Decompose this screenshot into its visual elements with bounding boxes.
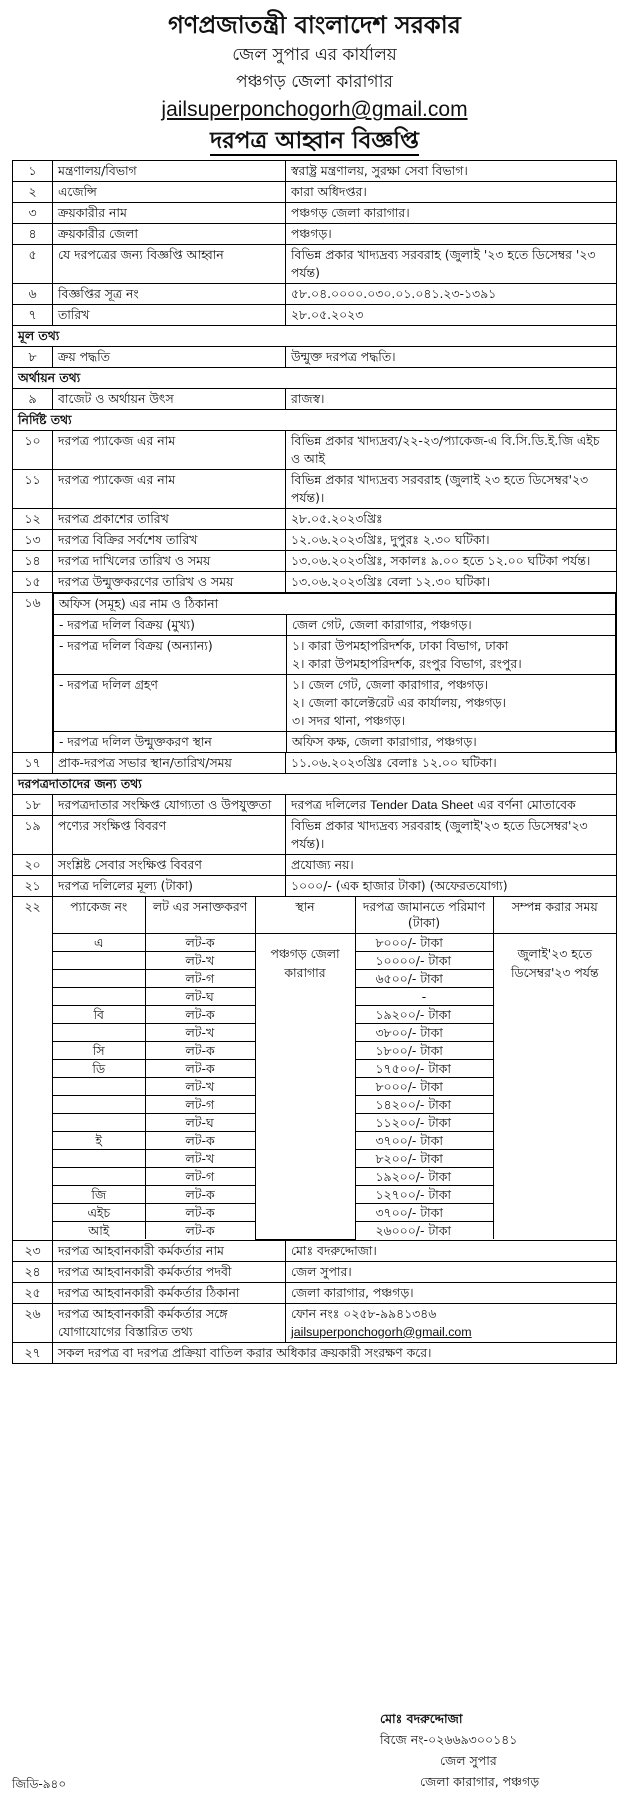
contact-phone: ফোন নংঃ ০২৫৮-৯৯৪১৩৪৬ bbox=[291, 1305, 437, 1321]
row-number: ৮ bbox=[13, 347, 53, 368]
security-amount: ১২৭০০/- টাকা bbox=[355, 1186, 493, 1204]
security-amount: ১৯২০০/- টাকা bbox=[355, 1006, 493, 1024]
row-number: ২৭ bbox=[13, 1342, 53, 1363]
row-number: ৭ bbox=[13, 305, 53, 326]
row-number: ২১ bbox=[13, 876, 53, 897]
row-value: ১৩.০৬.২০২৩খ্রিঃ বেলা ১২.৩০ ঘটিকা। bbox=[286, 572, 617, 593]
row-value: ১১.০৬.২০২৩খ্রিঃ বেলাঃ ১২.০০ ঘটিকা। bbox=[286, 753, 617, 774]
package-number: ই bbox=[53, 1132, 145, 1150]
row-number: ১৫ bbox=[13, 572, 53, 593]
table-row bbox=[54, 594, 616, 615]
office-receive-1: ১। জেল গেট, জেলা কারাগার, পঞ্চগড়। bbox=[292, 677, 489, 692]
security-amount: ১১২০০/- টাকা bbox=[355, 1114, 493, 1132]
package-number: এইচ bbox=[53, 1204, 145, 1222]
row-label: দরপত্র আহবানকারী কর্মকর্তার পদবী bbox=[53, 1261, 286, 1282]
security-amount: ৮০০০/- টাকা bbox=[355, 1078, 493, 1096]
row-number: ৫ bbox=[13, 245, 53, 284]
office-sale-other-label: - দরপত্র দলিল বিক্রয় (অন্যান্য) bbox=[54, 636, 287, 675]
row-label: সংশ্লিষ্ট সেবার সংক্ষিপ্ত বিবরণ bbox=[53, 855, 286, 876]
row-label: দরপত্র আহবানকারী কর্মকর্তার সঙ্গে যোগাযোগের বিস্তারিত তথ্য bbox=[53, 1303, 286, 1342]
security-amount: ৮২০০/- টাকা bbox=[355, 1150, 493, 1168]
package-place: পঞ্চগড় জেলা কারাগার bbox=[255, 934, 355, 1240]
lot-id: লট-ঘ bbox=[145, 1114, 255, 1132]
office-sale-other-value bbox=[287, 636, 616, 675]
table-row bbox=[13, 284, 617, 305]
row-label: দরপত্র উন্মুক্তকরণের তারিখ ও সময় bbox=[53, 572, 286, 593]
lot-id: লট-ক bbox=[145, 934, 255, 952]
office-receive-2: ২। জেলা কালেক্টরেট এর কার্যালয়, পঞ্চগড়। bbox=[292, 695, 506, 710]
time-header: সম্পন্ন করার সময় bbox=[493, 897, 616, 934]
signatory-place: জেলা কারাগার, পঞ্চগড় bbox=[420, 1774, 540, 1789]
lot-id: লট-গ bbox=[145, 1096, 255, 1114]
office-receive-label: - দরপত্র দলিল গ্রহণ bbox=[54, 675, 287, 732]
table-row bbox=[13, 431, 617, 470]
row-label: ক্রয়কারীর জেলা bbox=[53, 224, 286, 245]
section-row bbox=[13, 774, 617, 795]
header-email-link[interactable]: jailsuperponchogorh@gmail.com bbox=[161, 98, 468, 121]
lot-id: লট-ক bbox=[145, 1060, 255, 1078]
signatory-title: জেল সুপার bbox=[440, 1753, 497, 1768]
lot-id: লট-খ bbox=[145, 1150, 255, 1168]
package-number bbox=[53, 1114, 145, 1132]
row-value: উন্মুক্ত দরপত্র পদ্ধতি। bbox=[286, 347, 617, 368]
section-heading-funding: অর্থায়ন তথ্য bbox=[13, 368, 617, 389]
row-value bbox=[286, 795, 617, 816]
row-label: দরপত্র বিক্রির সর্বশেষ তারিখ bbox=[53, 530, 286, 551]
table-row bbox=[54, 636, 616, 675]
row-number: ১৩ bbox=[13, 530, 53, 551]
package-number bbox=[53, 1078, 145, 1096]
row-number: ৬ bbox=[13, 284, 53, 305]
row-number: ২৫ bbox=[13, 1282, 53, 1303]
package-number: আই bbox=[53, 1222, 145, 1240]
lot-id: লট-ক bbox=[145, 1222, 255, 1240]
row-value: ১২.০৬.২০২৩খ্রিঃ, দুপুরঃ ২.৩০ ঘটিকা। bbox=[286, 530, 617, 551]
table-row bbox=[54, 732, 616, 753]
package-number bbox=[53, 1024, 145, 1042]
table-row bbox=[13, 816, 617, 855]
row-label: দরপত্র দাখিলের তারিখ ও সময় bbox=[53, 551, 286, 572]
table-row bbox=[13, 530, 617, 551]
row-number: ১৭ bbox=[13, 753, 53, 774]
security-amount: ১৭৫০০/- টাকা bbox=[355, 1060, 493, 1078]
row-label: দরপত্র প্যাকেজ এর নাম bbox=[53, 470, 286, 509]
row-value: বিভিন্ন প্রকার খাদ্যদ্রব্য সরবরাহ (জুলাই '২৩ হতে ডিসেম্বর '২৩ পর্যন্ত) bbox=[286, 245, 617, 284]
table-row bbox=[13, 551, 617, 572]
table-row bbox=[13, 795, 617, 816]
row-value: ১৩.০৬.২০২৩খ্রিঃ, সকালঃ ৯.০০ হতে ১২.০০ ঘটিকা পর্যন্ত। bbox=[286, 551, 617, 572]
section-heading-bidder: দরপত্রদাতাদের জন্য তথ্য bbox=[13, 774, 617, 795]
row-number: ৩ bbox=[13, 203, 53, 224]
package-number: জি bbox=[53, 1186, 145, 1204]
row-label: ক্রয়কারীর নাম bbox=[53, 203, 286, 224]
place-header: স্থান bbox=[255, 897, 355, 934]
table-row bbox=[13, 876, 617, 897]
table-row bbox=[13, 753, 617, 774]
row-value: বিভিন্ন প্রকার খাদ্যদ্রব্য সরবরাহ (জুলাই'২৩ হতে ডিসেম্বর'২৩ পর্যন্ত)। bbox=[286, 816, 617, 855]
row-number: ২৬ bbox=[13, 1303, 53, 1342]
tender-info-table bbox=[12, 160, 617, 1364]
package-row bbox=[53, 934, 616, 952]
package-number: এ bbox=[53, 934, 145, 952]
row-value-part: দরপত্র দলিলের bbox=[291, 797, 371, 812]
row-value: ১০০০/- (এক হাজার টাকা) (অফেরতযোগ্য) bbox=[286, 876, 617, 897]
package-number bbox=[53, 1150, 145, 1168]
office-receive-value bbox=[287, 675, 616, 732]
row-label: তারিখ bbox=[53, 305, 286, 326]
table-row bbox=[54, 615, 616, 636]
row-value: পঞ্চগড় জেলা কারাগার। bbox=[286, 203, 617, 224]
office-opening-value: অফিস কক্ষ, জেলা কারাগার, পঞ্চগড়। bbox=[287, 732, 616, 753]
office-name: জেল সুপার এর কার্যালয় bbox=[232, 45, 397, 65]
table-row bbox=[13, 1240, 617, 1261]
security-amount: ১৮০০/- টাকা bbox=[355, 1042, 493, 1060]
row-number: ২৩ bbox=[13, 1240, 53, 1261]
table-row bbox=[13, 245, 617, 284]
package-number: সি bbox=[53, 1042, 145, 1060]
row-value: পঞ্চগড়। bbox=[286, 224, 617, 245]
table-row bbox=[13, 1303, 617, 1342]
row-label: পণ্যের সংক্ষিপ্ত বিবরণ bbox=[53, 816, 286, 855]
row-number: ১ bbox=[13, 161, 53, 182]
package-number bbox=[53, 988, 145, 1006]
table-row bbox=[13, 855, 617, 876]
row-label: ক্রয় পদ্ধতি bbox=[53, 347, 286, 368]
security-amount: ৮০০০/- টাকা bbox=[355, 934, 493, 952]
offices-subtable bbox=[53, 593, 616, 752]
lot-id: লট-খ bbox=[145, 1078, 255, 1096]
pkg-header: প্যাকেজ নং bbox=[53, 897, 145, 934]
lot-id: লট-ক bbox=[145, 1204, 255, 1222]
offices-cell bbox=[53, 593, 617, 753]
security-amount: ৩৮০০/- টাকা bbox=[355, 1024, 493, 1042]
row-number: ১৯ bbox=[13, 816, 53, 855]
row-value: বিভিন্ন প্রকার খাদ্যদ্রব্য সরবরাহ (জুলাই ২৩ হতে ডিসেম্বর'২৩ পর্যন্ত)। bbox=[286, 470, 617, 509]
row-label: মন্ত্রণালয়/বিভাগ bbox=[53, 161, 286, 182]
security-amount: ৩৭০০/- টাকা bbox=[355, 1132, 493, 1150]
row-value bbox=[286, 1303, 617, 1342]
table-row bbox=[13, 593, 617, 753]
package-number bbox=[53, 952, 145, 970]
row-number: ১৪ bbox=[13, 551, 53, 572]
table-row bbox=[13, 203, 617, 224]
row-label: এজেন্সি bbox=[53, 182, 286, 203]
lot-id: লট-ঘ bbox=[145, 988, 255, 1006]
amount-header: দরপত্র জামানতে পরিমাণ (টাকা) bbox=[355, 897, 493, 934]
row-number: ১৮ bbox=[13, 795, 53, 816]
package-number bbox=[53, 1168, 145, 1186]
notice-title: দরপত্র আহ্বান বিজ্ঞপ্তি bbox=[210, 128, 419, 154]
table-row bbox=[13, 389, 617, 410]
row-label: দরপত্র প্যাকেজ এর নাম bbox=[53, 431, 286, 470]
row-label: বিজ্ঞপ্তির সূত্র নং bbox=[53, 284, 286, 305]
section-row bbox=[13, 326, 617, 347]
row-value: প্রযোজ্য নয়। bbox=[286, 855, 617, 876]
table-row bbox=[13, 347, 617, 368]
package-cell bbox=[53, 897, 617, 1241]
table-row bbox=[13, 161, 617, 182]
row-number: ১১ bbox=[13, 470, 53, 509]
row-value: জেল সুপার। bbox=[286, 1261, 617, 1282]
security-amount: ১৪২০০/- টাকা bbox=[355, 1096, 493, 1114]
offices-heading: অফিস (সমূহ) এর নাম ও ঠিকানা bbox=[54, 594, 616, 615]
row-number: ১২ bbox=[13, 509, 53, 530]
office-sale-main-label: - দরপত্র দলিল বিক্রয় (মুখ্য) bbox=[54, 615, 287, 636]
contact-email-link[interactable]: jailsuperponchogorh@gmail.com bbox=[291, 1324, 472, 1339]
row-label: দরপত্র আহবানকারী কর্মকর্তার নাম bbox=[53, 1240, 286, 1261]
row-number: ৯ bbox=[13, 389, 53, 410]
row-value: ৫৮.০৪.০০০০.০৩০.০১.০৪১.২৩-১৩৯১ bbox=[286, 284, 617, 305]
table-row bbox=[13, 182, 617, 203]
security-amount: ১৯২০০/- টাকা bbox=[355, 1168, 493, 1186]
security-amount: ১০০০০/- টাকা bbox=[355, 952, 493, 970]
row-label: দরপত্রদাতার সংক্ষিপ্ত যোগ্যতা ও উপযুক্ততা bbox=[53, 795, 286, 816]
row-value: রাজস্ব। bbox=[286, 389, 617, 410]
completion-time: জুলাই'২৩ হতে ডিসেম্বর'২৩ পর্যন্ত bbox=[493, 934, 616, 1240]
row-number: ২২ bbox=[13, 897, 53, 1241]
row-number: ৪ bbox=[13, 224, 53, 245]
package-table bbox=[53, 897, 616, 1240]
security-amount: ৬৫০০/- টাকা bbox=[355, 970, 493, 988]
row-number: ১০ bbox=[13, 431, 53, 470]
lot-id: লট-ক bbox=[145, 1006, 255, 1024]
table-row bbox=[54, 675, 616, 732]
table-row bbox=[13, 305, 617, 326]
signatory-name: মোঃ বদরুদ্দোজা bbox=[380, 1711, 463, 1726]
lot-id: লট-খ bbox=[145, 952, 255, 970]
row-value: সকল দরপত্র বা দরপত্র প্রক্রিয়া বাতিল করার অধিকার ক্রয়কারী সংরক্ষণ করে। bbox=[53, 1342, 617, 1363]
row-label: দরপত্র আহবানকারী কর্মকর্তার ঠিকানা bbox=[53, 1282, 286, 1303]
jail-name: পঞ্চগড় জেলা কারাগার bbox=[236, 72, 393, 92]
lot-id: লট-ক bbox=[145, 1186, 255, 1204]
office-sale-other-2: ২। কারা উপমহাপরিদর্শক, রংপুর বিভাগ, রংপুর। bbox=[292, 656, 522, 671]
office-sale-main-value: জেল গেট, জেলা কারাগার, পঞ্চগড়। bbox=[287, 615, 616, 636]
row-label: দরপত্র প্রকাশের তারিখ bbox=[53, 509, 286, 530]
row-value: স্বরাষ্ট্র মন্ত্রণালয়, সুরক্ষা সেবা বিভাগ। bbox=[286, 161, 617, 182]
package-number: ডি bbox=[53, 1060, 145, 1078]
row-number: ২৪ bbox=[13, 1261, 53, 1282]
lot-id: লট-ক bbox=[145, 1132, 255, 1150]
notice-header bbox=[12, 8, 617, 156]
lot-id: লট-গ bbox=[145, 970, 255, 988]
security-amount: - bbox=[355, 988, 493, 1006]
gd-code: জিডি-৯৪০ bbox=[12, 1777, 67, 1791]
office-opening-label: - দরপত্র দলিল উন্মুক্তকরণ স্থান bbox=[54, 732, 287, 753]
table-row bbox=[13, 1282, 617, 1303]
signature-block bbox=[380, 1708, 620, 1792]
row-value: কারা অধিদপ্তর। bbox=[286, 182, 617, 203]
row-number: ২০ bbox=[13, 855, 53, 876]
office-sale-other-1: ১। কারা উপমহাপরিদর্শক, ঢাকা বিভাগ, ঢাকা bbox=[292, 638, 509, 653]
lot-id: লট-খ bbox=[145, 1024, 255, 1042]
row-number: ১৬ bbox=[13, 593, 53, 753]
row-value: ২৮.০৫.২০২৩ bbox=[286, 305, 617, 326]
section-row bbox=[13, 410, 617, 431]
office-receive-3: ৩। সদর থানা, পঞ্চগড়। bbox=[292, 713, 405, 728]
package-header-row bbox=[53, 897, 616, 934]
table-row bbox=[13, 1342, 617, 1363]
section-heading-specific: নির্দিষ্ট তথ্য bbox=[13, 410, 617, 431]
package-number bbox=[53, 970, 145, 988]
row-number: ২ bbox=[13, 182, 53, 203]
signatory-bp: বিজে নং-০২৬৬৯৩০০১৪১ bbox=[380, 1732, 518, 1747]
lot-header: লট এর সনাক্তকরণ bbox=[145, 897, 255, 934]
table-row bbox=[13, 572, 617, 593]
row-label: যে দরপত্রের জন্য বিজ্ঞপ্তি আহ্বান bbox=[53, 245, 286, 284]
row-label: প্রাক-দরপত্র সভার স্থান/তারিখ/সময় bbox=[53, 753, 286, 774]
table-row bbox=[13, 1261, 617, 1282]
security-amount: ৩৭০০/- টাকা bbox=[355, 1204, 493, 1222]
security-amount: ২৬০০০/- টাকা bbox=[355, 1222, 493, 1240]
package-number: বি bbox=[53, 1006, 145, 1024]
table-row bbox=[13, 509, 617, 530]
section-row bbox=[13, 368, 617, 389]
row-value: ২৮.০৫.২০২৩খ্রিঃ bbox=[286, 509, 617, 530]
row-value: বিভিন্ন প্রকার খাদ্যদ্রব্য/২২-২৩/প্যাকেজ-এ বি.সি.ডি.ই.জি এইচ ও আই bbox=[286, 431, 617, 470]
lot-id: লট-ক bbox=[145, 1042, 255, 1060]
tender-data-sheet-text: Tender Data Sheet bbox=[370, 798, 474, 812]
govt-title: গণপ্রজাতন্ত্রী বাংলাদেশ সরকার bbox=[168, 11, 461, 39]
lot-id: লট-গ bbox=[145, 1168, 255, 1186]
table-row bbox=[13, 897, 617, 1241]
section-heading-basic: মূল তথ্য bbox=[13, 326, 617, 347]
table-row bbox=[13, 224, 617, 245]
row-label: দরপত্র দলিলের মূল্য (টাকা) bbox=[53, 876, 286, 897]
package-number bbox=[53, 1096, 145, 1114]
table-row bbox=[13, 470, 617, 509]
row-label: বাজেট ও অর্থায়ন উৎস bbox=[53, 389, 286, 410]
row-value-part: এর বর্ণনা মোতাবেক bbox=[473, 797, 576, 812]
row-value: জেলা কারাগার, পঞ্চগড়। bbox=[286, 1282, 617, 1303]
row-value: মোঃ বদরুদ্দোজা। bbox=[286, 1240, 617, 1261]
